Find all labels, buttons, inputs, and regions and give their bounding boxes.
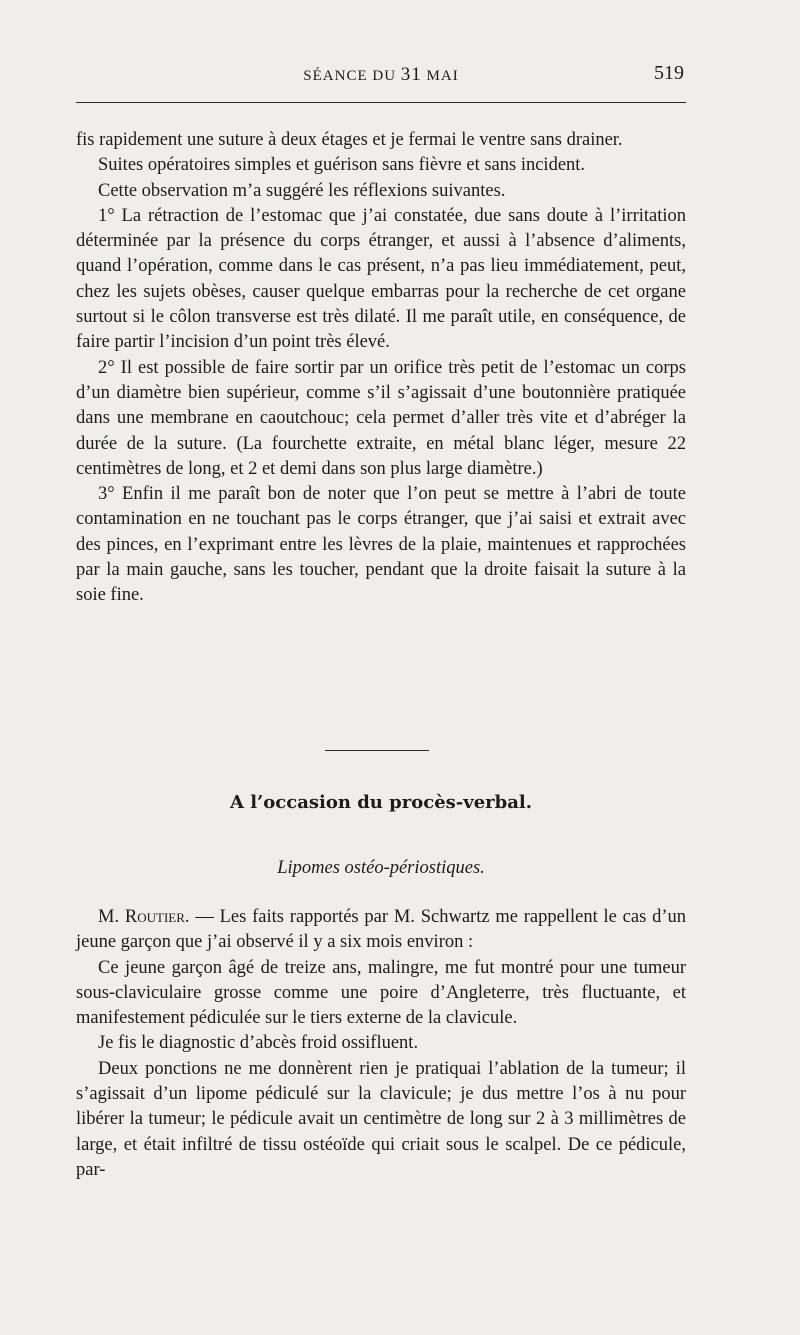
author-name: Routier	[124, 907, 185, 927]
header-rule	[76, 102, 686, 103]
section-title: A l’occasion du procès-verbal.	[229, 792, 533, 813]
running-head	[76, 64, 686, 94]
paragraph: Cette observation m’a suggéré les réflexions suivantes.	[98, 180, 506, 201]
body-text-bottom	[76, 905, 686, 1183]
paragraph: Deux ponctions ne me donnèrent rien je pratiquai l’ablation de la tumeur; il s’agissait d’un lipome pédiculé sur la clavicule; je dus mettre l’os à nu pour libérer la tumeur; le pédicule avait un centimètre de long sur 2 à 3 millimètres de large, et était infiltré de tissu ostéoïde qui criait sous le scalpel. De ce pédicule, par-	[76, 1058, 686, 1180]
paragraph: Je fis le diagnostic d’abcès froid ossifluent.	[98, 1033, 419, 1054]
running-head-title: SÉANCE DU 31 MAI	[303, 64, 459, 85]
paragraph: 2° Il est possible de faire sortir par un orifice très petit de l’estomac un corps d’un diamètre bien supérieur, comme s’il s’agissait d’une boutonnière pratiquée dans une membrane en caoutchouc; cela permet d’aller très vite et d’abréger la durée de la suture. (La fourchette extraite, en métal blanc léger, mesure 22 centimètres de long, et 2 et demi dans son plus large diamètre.)	[76, 357, 686, 479]
paragraph: fis rapidement une suture à deux étages et je fermai le ventre sans drainer.	[76, 130, 623, 150]
paragraph: Ce jeune garçon âgé de treize ans, malingre, me fut montré pour une tumeur sous-claviculaire grosse comme une poire d’Angleterre, très fluctuante, et manifestement pédiculée sur le tiers externe de la clavicule.	[76, 957, 686, 1029]
paragraph: 3° Enfin il me paraît bon de noter que l’on peut se mettre à l’abri de toute contamination en ne touchant pas le corps étranger, que j’ai saisi et extrait avec des pinces, en l’exprimant entre les lèvres de la plaie, maintenues et rapprochées par la main gauche, sans les toucher, pendant que la droite faisait la suture à la soie fine.	[76, 484, 686, 606]
paragraph: 1° La rétraction de l’estomac que j’ai constatée, due sans doute à l’irritation déterminée par la présence du corps étranger, et aussi à l’absence d’aliments, quand l’opération, comme dans le cas présent, n’a pas lieu immédiatement, peut, chez les sujets obèses, causer quelque embarras pour la recherche de cet organe surtout si le côlon transverse est très dilaté. Il me paraît utile, en conséquence, de faire partir l’incision d’un point très élevé.	[76, 205, 686, 353]
body-text-top	[76, 128, 686, 609]
section-divider	[325, 750, 429, 751]
page-number: 519	[654, 62, 684, 84]
paragraph: Suites opératoires simples et guérison sans fièvre et sans incident.	[98, 155, 586, 176]
paragraph: M. Routier. — Les faits rapportés par M. Schwartz me rappellent le cas d’un jeune garçon que j’ai observé il y a six mois environ :	[76, 907, 687, 953]
section-subtitle: Lipomes ostéo-périostiques.	[277, 858, 485, 878]
